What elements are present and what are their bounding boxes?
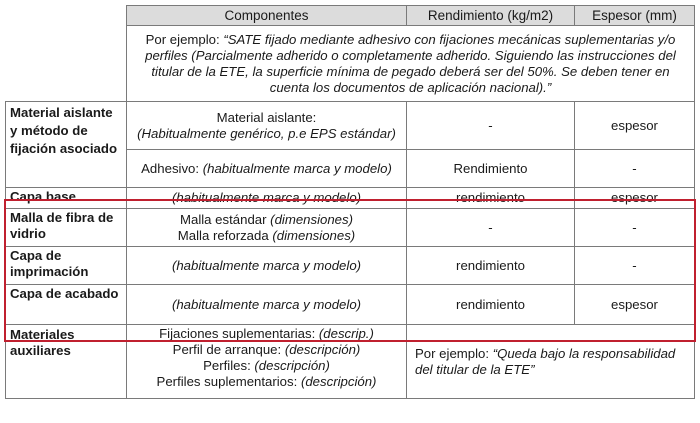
aislante-rend-1: -: [407, 102, 575, 150]
aux-note-prefix: Por ejemplo:: [415, 345, 493, 361]
auxiliares-list: [127, 325, 407, 399]
aux-item-desc: (descrip.): [318, 326, 374, 341]
auxiliares-row: [6, 325, 695, 399]
header-componentes: Componentes: [127, 6, 407, 26]
imprimacion-esp: -: [575, 247, 695, 285]
header-row: [6, 6, 695, 26]
malla-estandar-label: Malla estándar: [180, 211, 271, 227]
adhesivo-desc: (habitualmente marca y modelo): [202, 160, 392, 176]
aislante-material-title: Material aislante:: [216, 109, 317, 125]
aux-item-fijaciones: [131, 326, 402, 342]
empty-label-cell: [6, 26, 127, 102]
aux-item-label: Fijaciones suplementarias:: [159, 326, 319, 341]
auxiliares-note: [407, 325, 695, 399]
aux-item-perfiles-suplementarios: [131, 374, 402, 390]
malla-esp: -: [575, 209, 695, 247]
capa-base-comp: (habitualmente marca y modelo): [127, 188, 407, 209]
aislante-material-cell: [127, 102, 407, 150]
malla-comp: [127, 209, 407, 247]
malla-rend: -: [407, 209, 575, 247]
aislante-row-1: [6, 102, 695, 150]
aux-item-desc: (descripción): [284, 342, 361, 357]
aux-item-label: Perfiles suplementarios:: [156, 374, 301, 389]
adhesivo-cell: [127, 150, 407, 188]
aislante-esp-2: -: [575, 150, 695, 188]
imprimacion-row: [6, 247, 695, 285]
aux-item-label: Perfiles:: [203, 358, 255, 373]
capa-base-rend: rendimiento: [407, 188, 575, 209]
aux-item-label: Perfil de arranque:: [172, 342, 285, 357]
acabado-rend: rendimiento: [407, 285, 575, 325]
header-espesor: Espesor (mm): [575, 6, 695, 26]
aux-item-desc: (descripción): [300, 374, 377, 389]
aislante-esp-1: espesor: [575, 102, 695, 150]
aux-item-desc: (descripción): [254, 358, 330, 373]
aux-item-perfil-arranque: [131, 342, 402, 358]
example-prefix: Por ejemplo:: [145, 31, 224, 47]
capa-base-row: [6, 188, 695, 209]
aux-note-text: “Queda bajo la responsabilidad del titular de la ETE”: [415, 345, 676, 377]
acabado-label: Capa de acabado: [6, 285, 127, 325]
acabado-row: [6, 285, 695, 325]
malla-reforzada: [131, 228, 402, 244]
example-text: “SATE fijado mediante adhesivo con fijaciones mecánicas suplementarias y/o perfiles (Parcialmente adherido o completamente adherido. Siguiendo las instrucciones del titular de la ETE, la superficie mínima de pegado deberá ser del 50%. Se deben tener en cuenta los documentos de aplicación nacional).”: [145, 31, 676, 95]
components-table: [5, 5, 695, 399]
aislante-label: Material aislante y método de fijación asociado: [6, 102, 127, 188]
malla-label: Malla de fibra de vidrio: [6, 209, 127, 247]
malla-estandar-desc: (dimensiones): [270, 211, 353, 227]
malla-row: [6, 209, 695, 247]
capa-base-label: Capa base: [6, 188, 127, 209]
aislante-material-desc: (Habitualmente genérico, p.e EPS estándar): [137, 125, 396, 141]
malla-reforzada-label: Malla reforzada: [177, 227, 273, 243]
header-rendimiento: Rendimiento (kg/m2): [407, 6, 575, 26]
malla-reforzada-desc: (dimensiones): [272, 227, 356, 243]
imprimacion-rend: rendimiento: [407, 247, 575, 285]
imprimacion-label: Capa de imprimación: [6, 247, 127, 285]
capa-base-esp: espesor: [575, 188, 695, 209]
aislante-rend-2: Rendimiento: [407, 150, 575, 188]
aux-item-perfiles: [131, 358, 402, 374]
empty-corner-cell: [6, 6, 127, 26]
malla-estandar: [131, 212, 402, 228]
example-row: [6, 26, 695, 102]
auxiliares-label: Materiales auxiliares: [6, 325, 127, 399]
acabado-comp: (habitualmente marca y modelo): [127, 285, 407, 325]
acabado-esp: espesor: [575, 285, 695, 325]
adhesivo-prefix: Adhesivo:: [141, 160, 203, 176]
example-cell: [127, 26, 695, 102]
imprimacion-comp: (habitualmente marca y modelo): [127, 247, 407, 285]
